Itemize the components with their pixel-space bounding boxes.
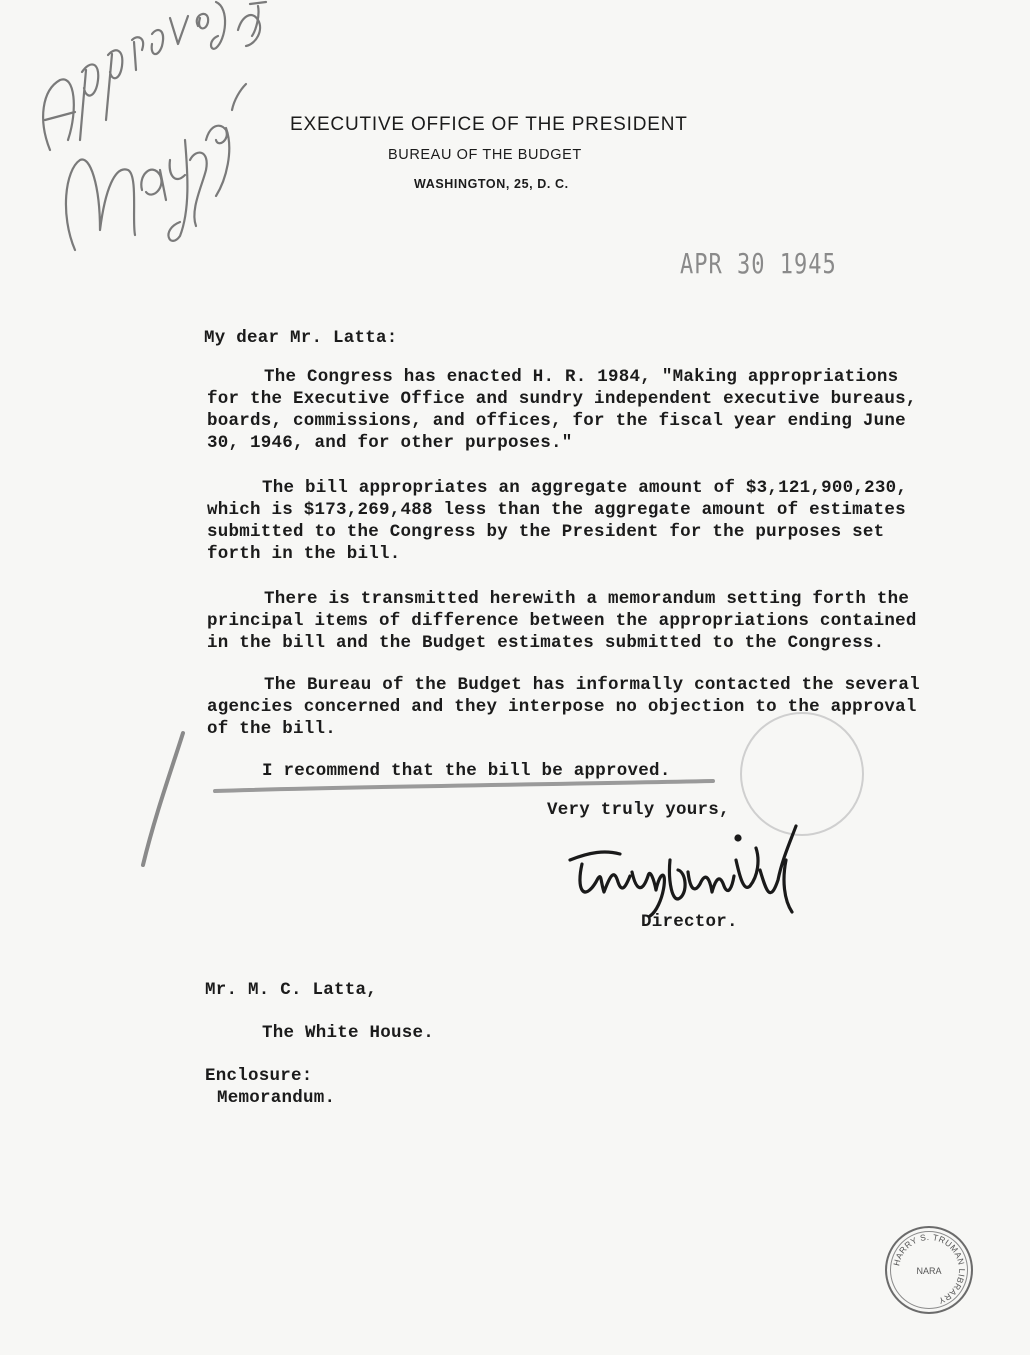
paragraph-3-line-3: in the bill and the Budget estimates submitted to the Congress.	[207, 633, 885, 653]
paragraph-4-line-2: agencies concerned and they interpose no objection to the approval	[207, 697, 917, 717]
paragraph-1-line-1: The Congress has enacted H. R. 1984, "Making appropriations	[264, 367, 899, 387]
date-stamp: APR 30 1945	[680, 249, 837, 281]
paragraph-4-line-1: The Bureau of the Budget has informally contacted the several	[264, 675, 920, 695]
handwritten-approval-note	[20, 0, 280, 270]
paragraph-1-line-4: 30, 1946, and for other purposes."	[207, 433, 573, 453]
addressee-name: Mr. M. C. Latta,	[205, 980, 378, 1000]
enclosure-item: Memorandum.	[217, 1088, 336, 1108]
signature-title: Director.	[641, 912, 738, 932]
paragraph-3-line-2: principal items of difference between the appropriations contained	[207, 611, 917, 631]
paragraph-2-line-4: forth in the bill.	[207, 544, 401, 564]
faint-library-stamp	[740, 712, 864, 836]
letterhead-bureau: BUREAU OF THE BUDGET	[388, 147, 582, 163]
paragraph-2-line-2: which is $173,269,488 less than the aggregate amount of estimates	[207, 500, 906, 520]
paragraph-1-line-2: for the Executive Office and sundry independent executive bureaus,	[207, 389, 917, 409]
recommendation: I recommend that the bill be approved.	[262, 761, 671, 781]
enclosure-label: Enclosure:	[205, 1066, 313, 1086]
addressee-location: The White House.	[262, 1023, 435, 1043]
paragraph-2-line-3: submitted to the Congress by the President for the purposes set	[207, 522, 885, 542]
paragraph-4-line-3: of the bill.	[207, 719, 337, 739]
seal-center-text: NARA	[916, 1266, 942, 1276]
seal-ring-text: HARRY S. TRUMAN LIBRARY	[891, 1231, 968, 1307]
paragraph-3-line-1: There is transmitted herewith a memorandum setting forth the	[264, 589, 910, 609]
salutation: My dear Mr. Latta:	[204, 328, 398, 348]
paragraph-2-line-1: The bill appropriates an aggregate amount of $3,121,900,230,	[262, 478, 908, 498]
closing: Very truly yours,	[547, 800, 730, 820]
director-signature	[560, 820, 810, 920]
archive-seal-stamp	[885, 1226, 973, 1314]
paragraph-1-line-3: boards, commissions, and offices, for the fiscal year ending June	[207, 411, 906, 431]
letterhead-address: WASHINGTON, 25, D. C.	[414, 177, 569, 191]
letterhead-title: EXECUTIVE OFFICE OF THE PRESIDENT	[290, 114, 688, 135]
